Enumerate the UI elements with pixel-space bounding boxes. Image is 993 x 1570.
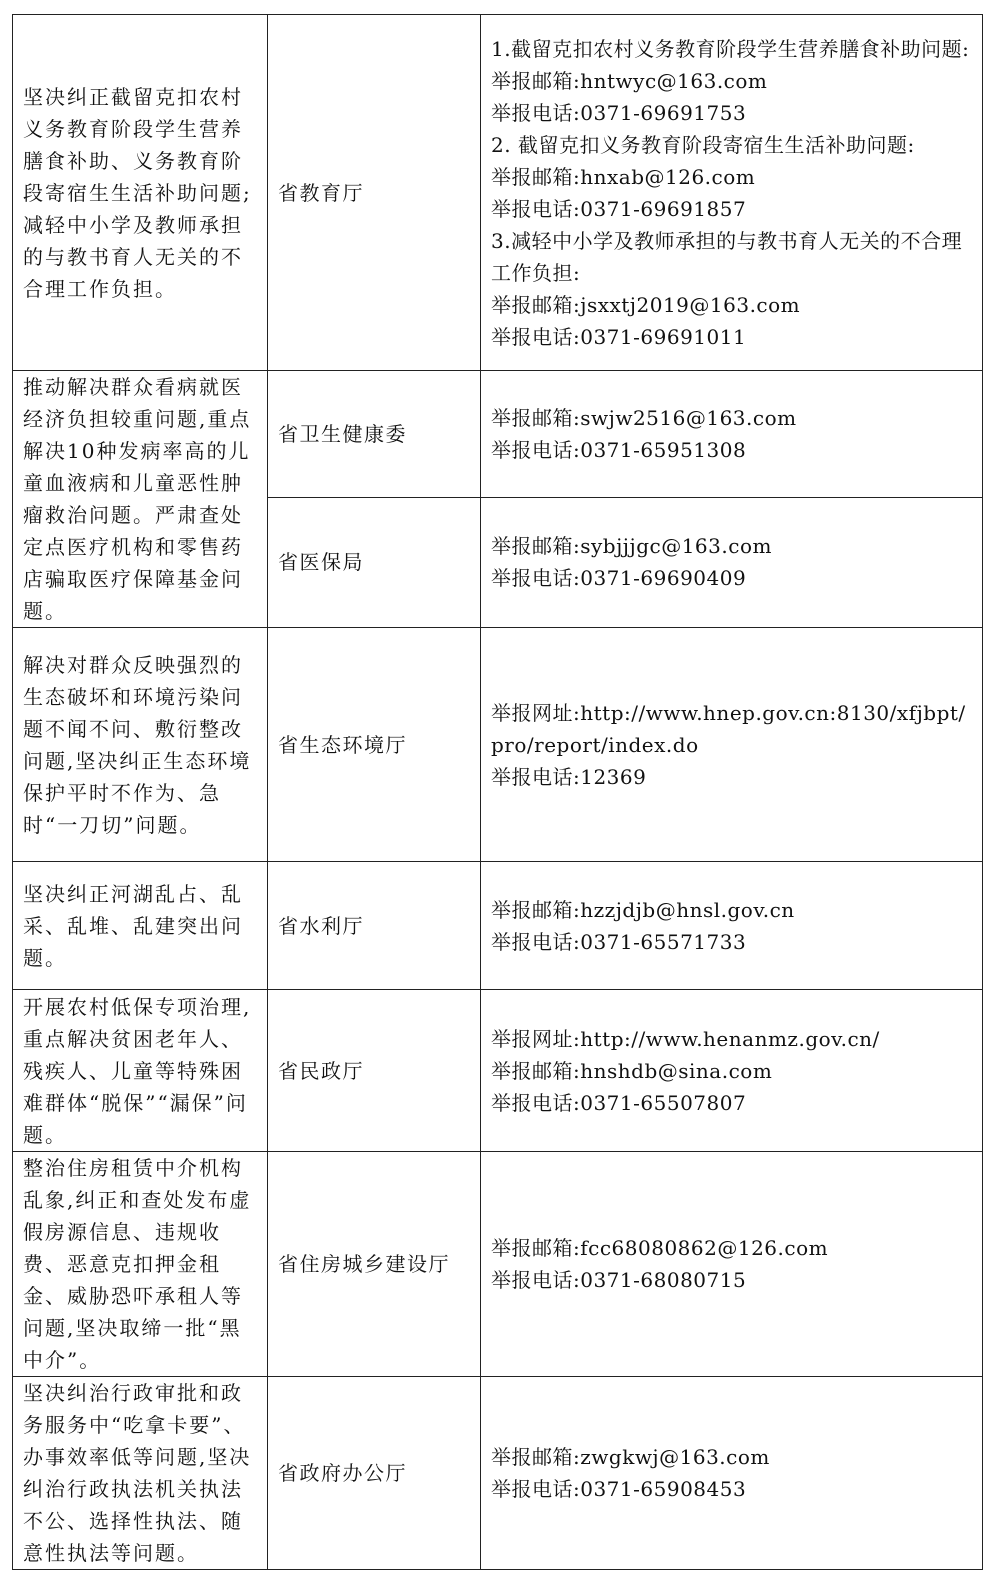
contact-url: 举报网址:http://www.henanmz.gov.cn/	[491, 1026, 880, 1051]
contact-cell	[481, 628, 983, 862]
contact-line: 2. 截留克扣义务教育阶段寄宿生生活补助问题:	[491, 132, 915, 157]
contact-phone: 举报电话:12369	[491, 764, 647, 789]
contact-email: 举报邮箱:jsxxtj2019@163.com	[491, 292, 801, 317]
contact-cell	[481, 1377, 983, 1570]
department-cell: 省卫生健康委	[268, 371, 481, 498]
contact-email: 举报邮箱:hntwyc@163.com	[491, 68, 768, 93]
department-cell: 省生态环境厅	[268, 628, 481, 862]
contact-phone: 举报电话:0371-65951308	[491, 437, 747, 462]
contact-phone: 举报电话:0371-68080715	[491, 1268, 747, 1292]
contact-email: 举报邮箱:hnxab@126.com	[491, 164, 756, 189]
contact-cell	[481, 862, 983, 990]
contact-line: 1.截留克扣农村义务教育阶段学生营养膳食补助问题:	[491, 36, 970, 61]
department-cell: 省政府办公厅	[268, 1377, 481, 1570]
table-row	[13, 990, 983, 1152]
issue-cell: 推动解决群众看病就医经济负担较重问题,重点解决10种发病率高的儿童血液病和儿童恶性肿瘤救治问题。严肃查处定点医疗机构和零售药店骗取医疗保障基金问题。	[13, 371, 268, 628]
table-row	[13, 1152, 983, 1377]
table-row	[13, 1377, 983, 1570]
table-row	[13, 371, 983, 498]
issue-cell: 解决对群众反映强烈的生态破坏和环境污染问题不闻不问、敷衍整改问题,坚决纠正生态环境保护平时不作为、急时“一刀切”问题。	[13, 628, 268, 862]
department-cell: 省民政厅	[268, 990, 481, 1152]
supervision-table	[12, 14, 983, 1570]
table-row	[13, 862, 983, 990]
contact-cell	[481, 371, 983, 498]
contact-email: 举报邮箱:sybjjjgc@163.com	[491, 534, 772, 559]
contact-phone: 举报电话:0371-69691011	[491, 324, 747, 349]
department-cell: 省医保局	[268, 497, 481, 627]
department-cell: 省教育厅	[268, 15, 481, 371]
table-row	[13, 628, 983, 862]
issue-cell: 坚决纠治行政审批和政务服务中“吃拿卡要”、办事效率低等问题,坚决纠治行政执法机关执法不公、选择性执法、随意性执法等问题。	[13, 1377, 268, 1570]
contact-email: 举报邮箱:swjw2516@163.com	[491, 405, 797, 430]
contact-phone: 举报电话:0371-65507807	[491, 1090, 747, 1115]
issue-cell: 坚决纠正河湖乱占、乱采、乱堆、乱建突出问题。	[13, 862, 268, 990]
contact-phone: 举报电话:0371-69691753	[491, 100, 747, 125]
issue-cell: 开展农村低保专项治理,重点解决贫困老年人、残疾人、儿童等特殊困难群体“脱保”“漏保”问题。	[13, 990, 268, 1152]
issue-cell: 坚决纠正截留克扣农村义务教育阶段学生营养膳食补助、义务教育阶段寄宿生生活补助问题;减轻中小学及教师承担的与教书育人无关的不合理工作负担。	[13, 15, 268, 371]
contact-phone: 举报电话:0371-65571733	[491, 929, 747, 954]
contact-cell	[481, 990, 983, 1152]
contact-url: 举报网址:http://www.hnep.gov.cn:8130/xfjbpt/pro/report/index.do	[491, 700, 966, 757]
contact-cell	[481, 497, 983, 627]
table-row	[13, 15, 983, 371]
issue-cell: 整治住房租赁中介机构乱象,纠正和查处发布虚假房源信息、违规收费、恶意克扣押金租金、威胁恐吓承租人等问题,坚决取缔一批“黑中介”。	[13, 1152, 268, 1377]
contact-email: 举报邮箱:zwgkwj@163.com	[491, 1445, 770, 1469]
department-cell: 省住房城乡建设厅	[268, 1152, 481, 1377]
contact-email: 举报邮箱:hzzjdjb@hnsl.gov.cn	[491, 897, 795, 922]
contact-phone: 举报电话:0371-69690409	[491, 566, 747, 591]
contact-line: 3.减轻中小学及教师承担的与教书育人无关的不合理工作负担:	[491, 228, 963, 285]
contact-cell	[481, 1152, 983, 1377]
contact-phone: 举报电话:0371-69691857	[491, 196, 747, 221]
contact-email: 举报邮箱:fcc68080862@126.com	[491, 1236, 829, 1260]
contact-cell	[481, 15, 983, 371]
contact-email: 举报邮箱:hnshdb@sina.com	[491, 1058, 773, 1083]
contact-phone: 举报电话:0371-65908453	[491, 1477, 747, 1501]
department-cell: 省水利厅	[268, 862, 481, 990]
